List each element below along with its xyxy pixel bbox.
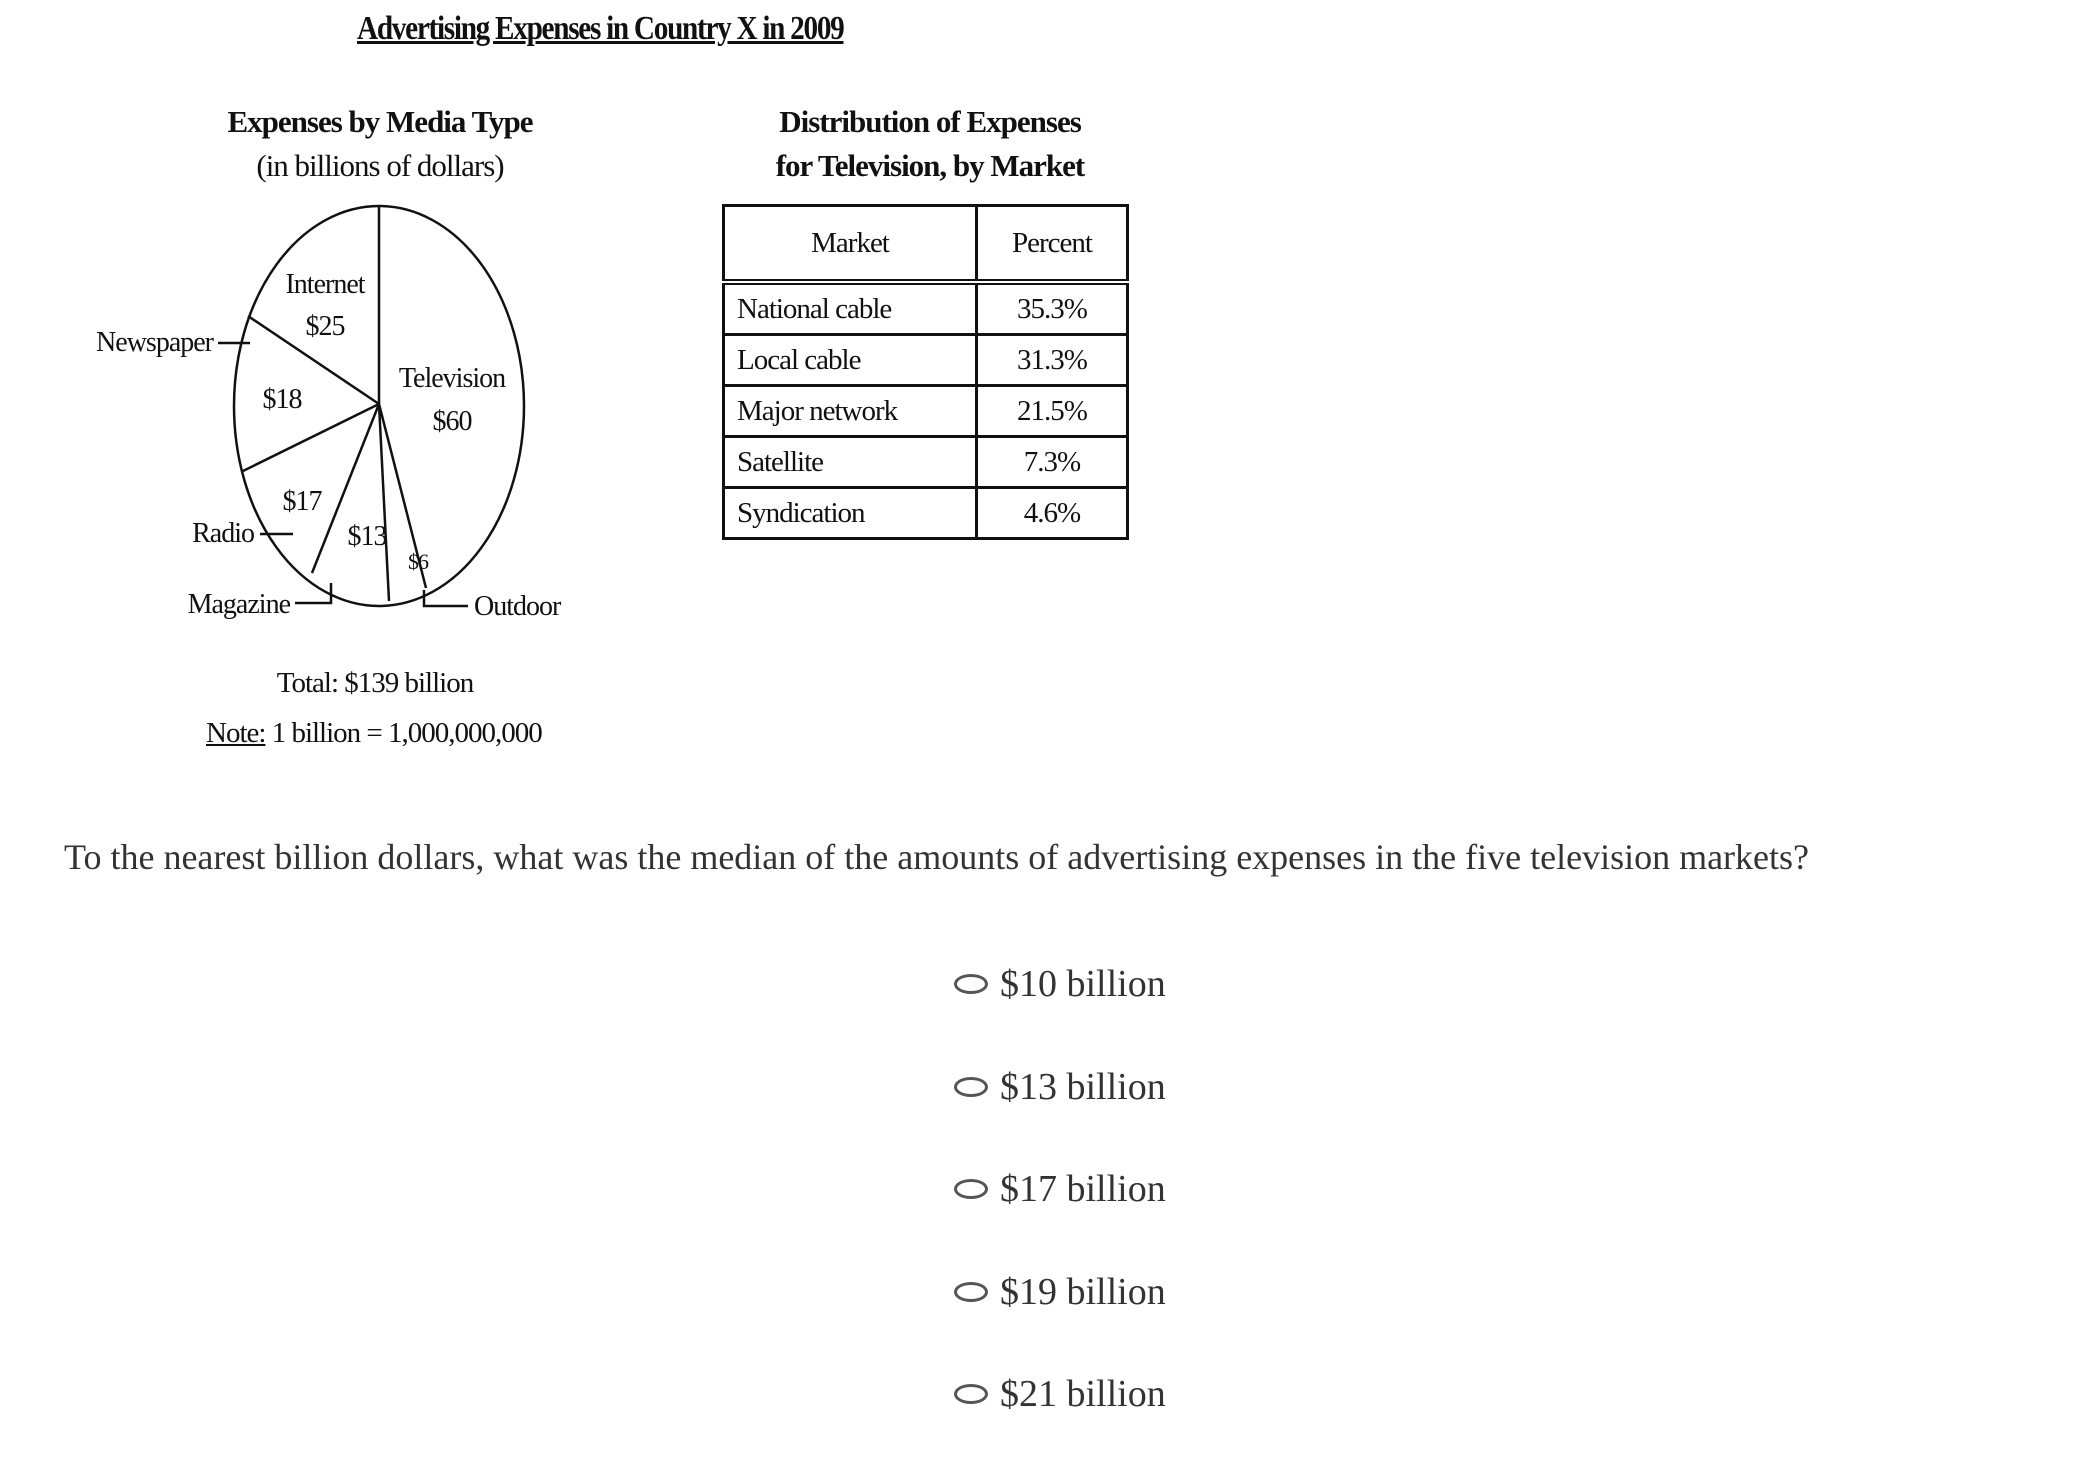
note-label: Note: — [206, 717, 266, 749]
percent-cell: 35.3% — [977, 282, 1128, 335]
radio-button[interactable] — [954, 1179, 988, 1199]
market-cell: National cable — [724, 282, 977, 335]
option-label: $13 billion — [1000, 1065, 1166, 1108]
table-row — [724, 282, 1128, 335]
pie-total: Total: $139 billion — [276, 667, 474, 699]
outdoor-value: $6 — [408, 549, 428, 574]
television-label: Television — [398, 363, 506, 394]
magazine-value: $13 — [347, 521, 387, 552]
percent-cell: 4.6% — [977, 488, 1128, 539]
radio-value: $17 — [282, 486, 322, 517]
option-label: $10 billion — [1000, 963, 1166, 1005]
header-market: Market — [724, 206, 977, 283]
pie-footer — [190, 658, 570, 758]
answer-option-4[interactable] — [954, 1266, 1166, 1318]
option-label: $17 billion — [1000, 1168, 1166, 1210]
percent-cell: 7.3% — [977, 437, 1128, 488]
table-row — [724, 437, 1128, 488]
table-row — [724, 386, 1128, 437]
note-text: 1 billion = 1,000,000,000 — [265, 717, 542, 749]
newspaper-label: Newspaper — [96, 327, 213, 358]
tv-market-table — [722, 204, 1129, 540]
market-cell: Satellite — [724, 437, 977, 488]
radio-button[interactable] — [954, 1384, 988, 1404]
answer-option-5[interactable] — [954, 1368, 1166, 1420]
percent-cell: 21.5% — [977, 386, 1128, 437]
radio-button[interactable] — [954, 974, 988, 994]
header-percent: Percent — [977, 206, 1128, 283]
market-cell: Major network — [724, 386, 977, 437]
table-title-line2: for Television, by Market — [775, 148, 1085, 183]
table-header-row — [724, 206, 1128, 283]
option-label: $21 billion — [1000, 1373, 1166, 1415]
option-label: $19 billion — [1000, 1270, 1166, 1313]
pie-title: Expenses by Media Type — [227, 104, 533, 139]
table-title-line1: Distribution of Expenses — [779, 104, 1081, 139]
table-row — [724, 335, 1128, 386]
outdoor-label: Outdoor — [474, 591, 561, 622]
internet-label: Internet — [285, 269, 365, 300]
pie-chart — [0, 0, 700, 660]
percent-cell: 31.3% — [977, 335, 1128, 386]
internet-value: $25 — [305, 311, 345, 342]
answer-options — [954, 958, 1166, 1471]
television-value: $60 — [432, 406, 472, 437]
answer-option-3[interactable] — [954, 1163, 1166, 1215]
figure-title: Advertising Expenses in Country X in 2009 — [357, 10, 844, 47]
pie-note — [206, 708, 570, 758]
newspaper-value: $18 — [262, 384, 302, 415]
answer-option-2[interactable] — [954, 1061, 1166, 1113]
table-row — [724, 488, 1128, 539]
radio-label: Radio — [192, 518, 254, 549]
market-cell: Local cable — [724, 335, 977, 386]
table-title — [720, 100, 1140, 188]
pie-subtitle: (in billions of dollars) — [256, 148, 504, 183]
market-cell: Syndication — [724, 488, 977, 539]
question-text: To the nearest billion dollars, what was the median of the amounts of advertising expenses in the five television markets? — [64, 837, 1810, 877]
answer-option-1[interactable] — [954, 958, 1166, 1010]
radio-button[interactable] — [954, 1282, 988, 1302]
radio-button[interactable] — [954, 1077, 988, 1097]
magazine-label: Magazine — [187, 589, 290, 620]
